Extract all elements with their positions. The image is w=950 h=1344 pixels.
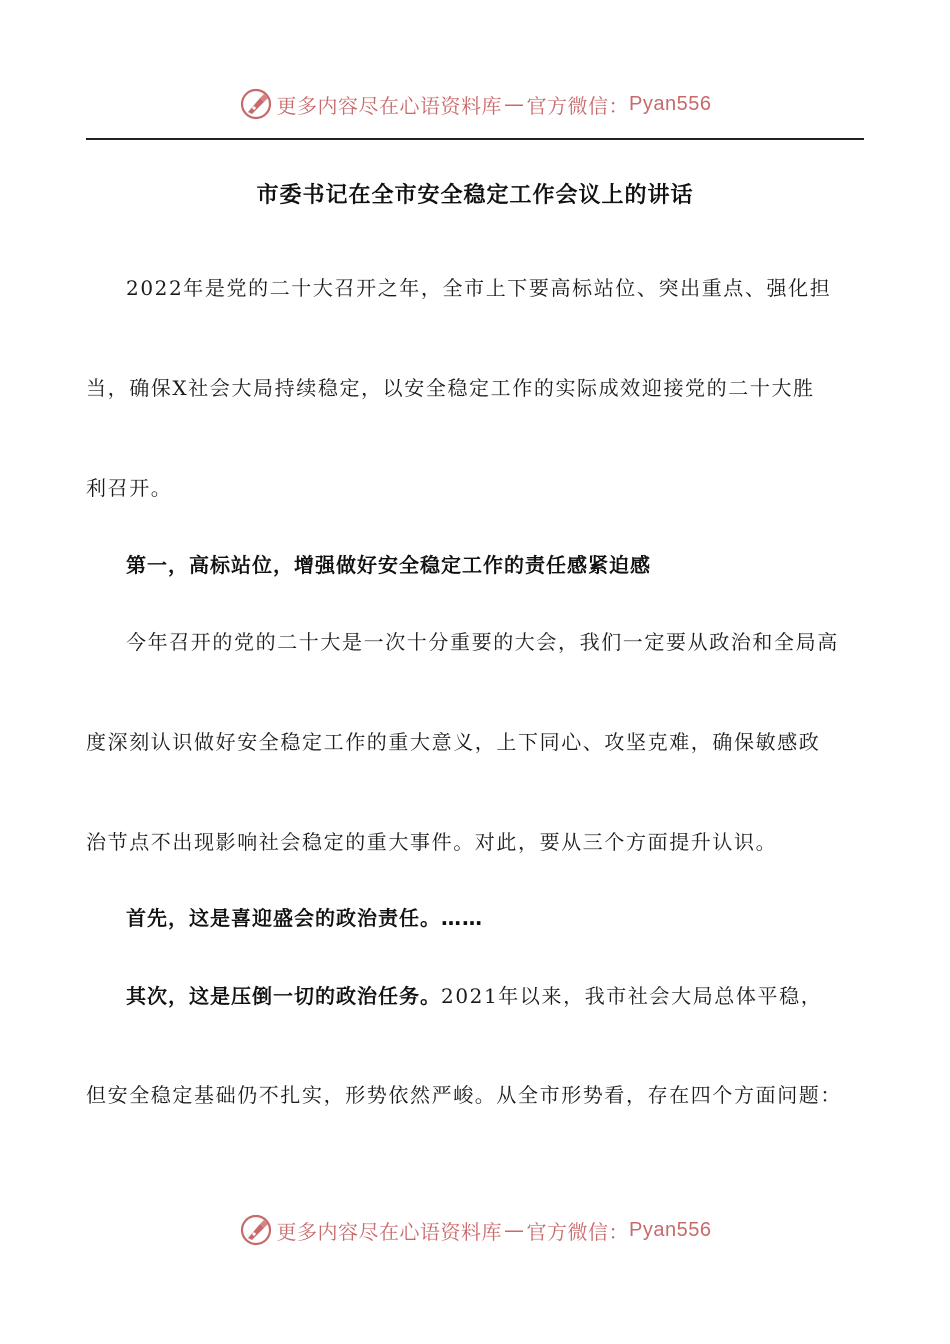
- para2-line2: 度深刻认识做好安全稳定工作的重大意义，上下同心、攻坚克难，确保敏感政: [86, 730, 821, 754]
- point-2-line2: 但安全稳定基础仍不扎实，形势依然严峻。从全市形势看，存在四个方面问题：: [86, 1083, 842, 1107]
- para1-line3: 利召开。: [86, 476, 173, 500]
- header-watermark-banner: [0, 84, 950, 124]
- point-2-line1-rest: 2021年以来，我市社会大局总体平稳，: [441, 984, 823, 1008]
- point-2-bold-lead: 其次，这是压倒一切的政治任务。: [126, 984, 441, 1008]
- point-2-line1: [126, 980, 866, 1009]
- section-heading-1: 第一，高标站位，增强做好安全稳定工作的责任感紧迫感: [126, 553, 651, 577]
- document-title: 市委书记在全市安全稳定工作会议上的讲话: [256, 183, 694, 208]
- banner-brand-text: 更多内容尽在心语资料库: [276, 1219, 503, 1244]
- pen-nib-logo-icon: [239, 1213, 273, 1247]
- para2-line1: 今年召开的党的二十大是一次十分重要的大会，我们一定要从政治和全局高: [126, 630, 839, 654]
- point-1: 首先，这是喜迎盛会的政治责任。……: [126, 906, 483, 930]
- para1-line1: 2022年是党的二十大召开之年，全市上下要高标站位、突出重点、强化担: [126, 276, 832, 300]
- footer-watermark-banner: [0, 1210, 950, 1250]
- banner-brand-text: 更多内容尽在心语资料库: [276, 93, 503, 118]
- banner-wechat-label: 官方微信：: [526, 1219, 630, 1244]
- banner-separator: —: [504, 92, 525, 116]
- banner-wechat-id: Pyan556: [629, 1218, 712, 1241]
- para1-line2: 当，确保X社会大局持续稳定，以安全稳定工作的实际成效迎接党的二十大胜: [86, 376, 815, 400]
- header-divider: [86, 138, 864, 140]
- banner-separator: —: [504, 1218, 525, 1242]
- pen-nib-logo-icon: [239, 87, 273, 121]
- banner-wechat-id: Pyan556: [629, 92, 712, 115]
- banner-wechat-label: 官方微信：: [526, 93, 630, 118]
- para2-line3: 治节点不出现影响社会稳定的重大事件。对此，要从三个方面提升认识。: [86, 830, 778, 854]
